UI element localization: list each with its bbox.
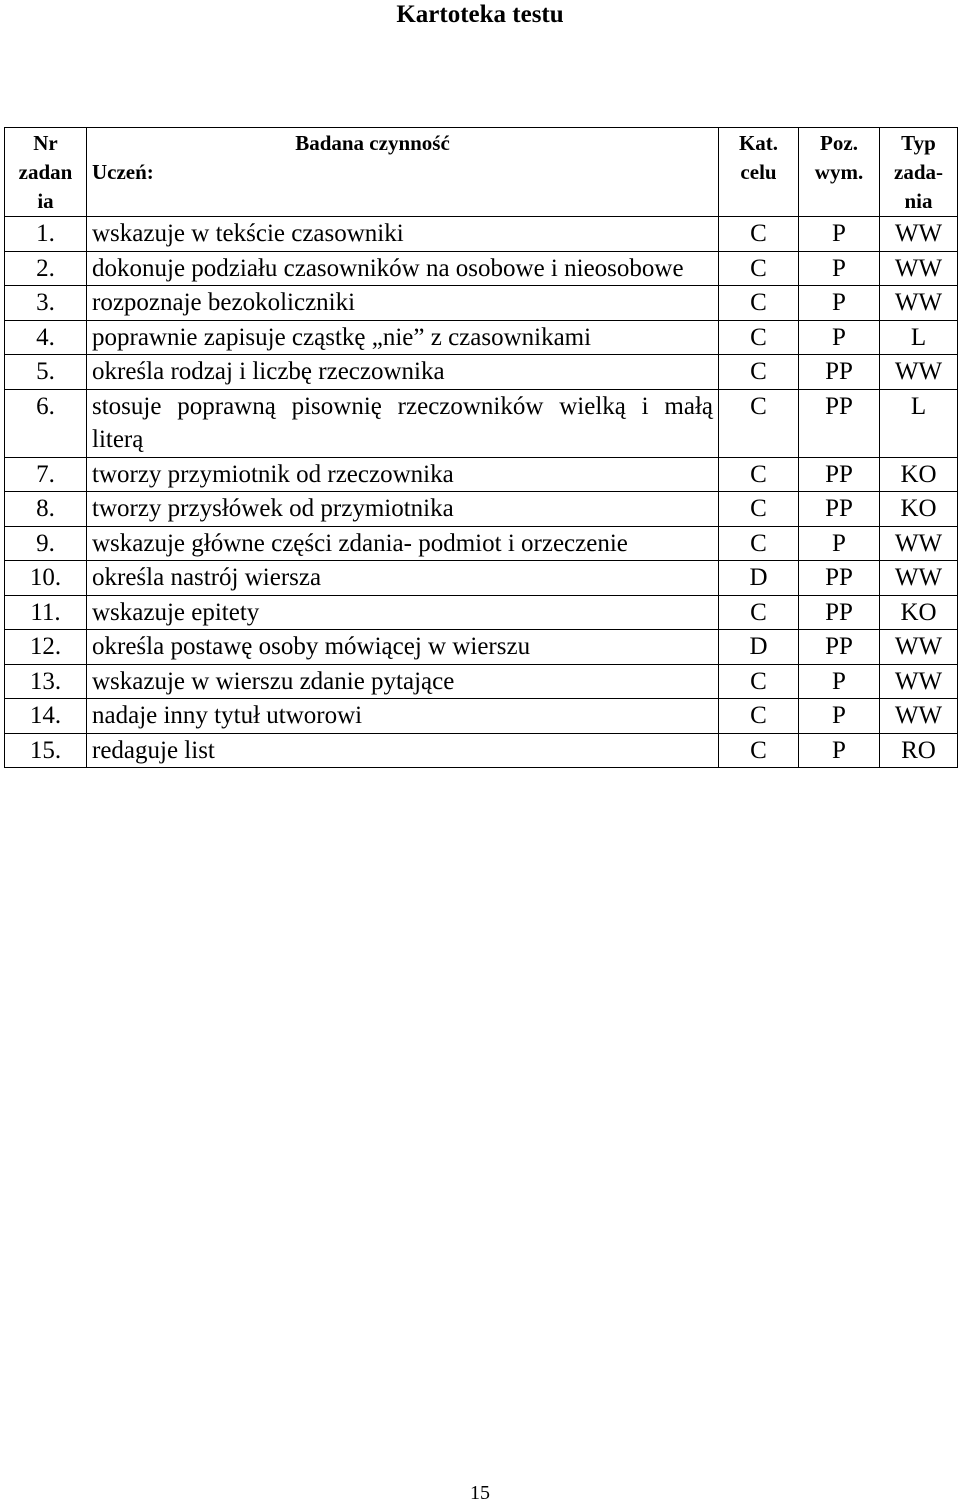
row-number: 4. — [5, 320, 87, 355]
row-number: 15. — [5, 733, 87, 768]
row-category: D — [719, 630, 799, 665]
table-row — [5, 699, 958, 734]
header-typ-line: Typ — [901, 131, 936, 155]
row-type: KO — [880, 457, 958, 492]
table-row — [5, 286, 958, 321]
row-category: C — [719, 595, 799, 630]
row-level: P — [799, 320, 880, 355]
row-activity: nadaje inny tytuł utworowi — [87, 699, 719, 734]
row-level: P — [799, 251, 880, 286]
row-level: PP — [799, 561, 880, 596]
row-type: WW — [880, 355, 958, 390]
row-category: D — [719, 561, 799, 596]
header-nr — [5, 128, 87, 217]
header-typ-line: nia — [904, 189, 933, 213]
table-row — [5, 561, 958, 596]
row-activity: określa nastrój wiersza — [87, 561, 719, 596]
row-category: C — [719, 492, 799, 527]
table-row — [5, 664, 958, 699]
row-category: C — [719, 320, 799, 355]
row-category: C — [719, 699, 799, 734]
row-activity: tworzy przymiotnik od rzeczownika — [87, 457, 719, 492]
row-activity: tworzy przysłówek od przymiotnika — [87, 492, 719, 527]
row-type: L — [880, 320, 958, 355]
row-number: 9. — [5, 526, 87, 561]
row-level: PP — [799, 389, 880, 457]
row-number: 8. — [5, 492, 87, 527]
row-number: 6. — [5, 389, 87, 457]
row-level: P — [799, 217, 880, 252]
row-type: WW — [880, 217, 958, 252]
row-category: C — [719, 355, 799, 390]
table-row — [5, 492, 958, 527]
row-category: C — [719, 286, 799, 321]
row-category: C — [719, 733, 799, 768]
row-activity: rozpoznaje bezokoliczniki — [87, 286, 719, 321]
header-poz-line: wym. — [814, 160, 864, 184]
row-activity: wskazuje w tekście czasowniki — [87, 217, 719, 252]
header-poz — [799, 128, 880, 217]
row-number: 10. — [5, 561, 87, 596]
row-number: 13. — [5, 664, 87, 699]
header-poz-line: Poz. — [820, 131, 858, 155]
table-row — [5, 630, 958, 665]
header-badana: Badana czynność — [295, 131, 450, 155]
row-level: PP — [799, 492, 880, 527]
page-title: Kartoteka testu — [396, 1, 564, 28]
header-nr-line: zadan — [18, 160, 73, 184]
header-nr-line: Nr — [33, 131, 58, 155]
row-type: WW — [880, 526, 958, 561]
row-number: 11. — [5, 595, 87, 630]
row-activity: wskazuje w wierszu zdanie pytające — [87, 664, 719, 699]
header-uczen: Uczeń: — [92, 160, 154, 184]
row-level: P — [799, 699, 880, 734]
row-number: 2. — [5, 251, 87, 286]
row-number: 5. — [5, 355, 87, 390]
row-number: 14. — [5, 699, 87, 734]
page-number: 15 — [470, 1482, 490, 1504]
row-level: P — [799, 733, 880, 768]
row-type: KO — [880, 595, 958, 630]
row-activity: dokonuje podziału czasowników na osobowe i nieosobowe — [87, 251, 719, 286]
row-type: KO — [880, 492, 958, 527]
row-activity: określa postawę osoby mówiącej w wierszu — [87, 630, 719, 665]
table-row — [5, 355, 958, 390]
table-row — [5, 733, 958, 768]
row-activity: poprawnie zapisuje cząstkę „nie” z czasownikami — [87, 320, 719, 355]
row-activity: wskazuje epitety — [87, 595, 719, 630]
table-body — [5, 217, 958, 768]
table-row — [5, 595, 958, 630]
row-category: C — [719, 526, 799, 561]
table-row — [5, 320, 958, 355]
row-type: RO — [880, 733, 958, 768]
row-type: WW — [880, 699, 958, 734]
header-kat-line: celu — [740, 160, 777, 184]
row-number: 3. — [5, 286, 87, 321]
row-number: 7. — [5, 457, 87, 492]
row-level: P — [799, 286, 880, 321]
row-category: C — [719, 457, 799, 492]
row-type: WW — [880, 286, 958, 321]
table-row — [5, 389, 958, 457]
row-activity: stosuje poprawną pisownię rzeczowników wielką i małą literą — [87, 389, 719, 457]
row-activity: określa rodzaj i liczbę rzeczownika — [87, 355, 719, 390]
row-category: C — [719, 217, 799, 252]
row-level: PP — [799, 630, 880, 665]
table-row — [5, 457, 958, 492]
table-header-row — [5, 128, 958, 217]
table-row — [5, 217, 958, 252]
row-level: PP — [799, 595, 880, 630]
header-activity — [87, 128, 719, 217]
row-type: WW — [880, 561, 958, 596]
header-kat — [719, 128, 799, 217]
row-activity: wskazuje główne części zdania- podmiot i orzeczenie — [87, 526, 719, 561]
table-row — [5, 251, 958, 286]
header-nr-line: ia — [37, 189, 54, 213]
row-level: P — [799, 526, 880, 561]
row-level: PP — [799, 457, 880, 492]
row-type: WW — [880, 251, 958, 286]
row-type: WW — [880, 664, 958, 699]
test-table — [4, 127, 958, 768]
header-kat-line: Kat. — [738, 131, 779, 155]
row-category: C — [719, 664, 799, 699]
header-typ — [880, 128, 958, 217]
row-level: PP — [799, 355, 880, 390]
table-row — [5, 526, 958, 561]
row-number: 1. — [5, 217, 87, 252]
header-typ-line: zada- — [894, 160, 943, 184]
row-number: 12. — [5, 630, 87, 665]
row-level: P — [799, 664, 880, 699]
row-category: C — [719, 389, 799, 457]
row-activity: redaguje list — [87, 733, 719, 768]
row-type: WW — [880, 630, 958, 665]
row-category: C — [719, 251, 799, 286]
row-type: L — [880, 389, 958, 457]
